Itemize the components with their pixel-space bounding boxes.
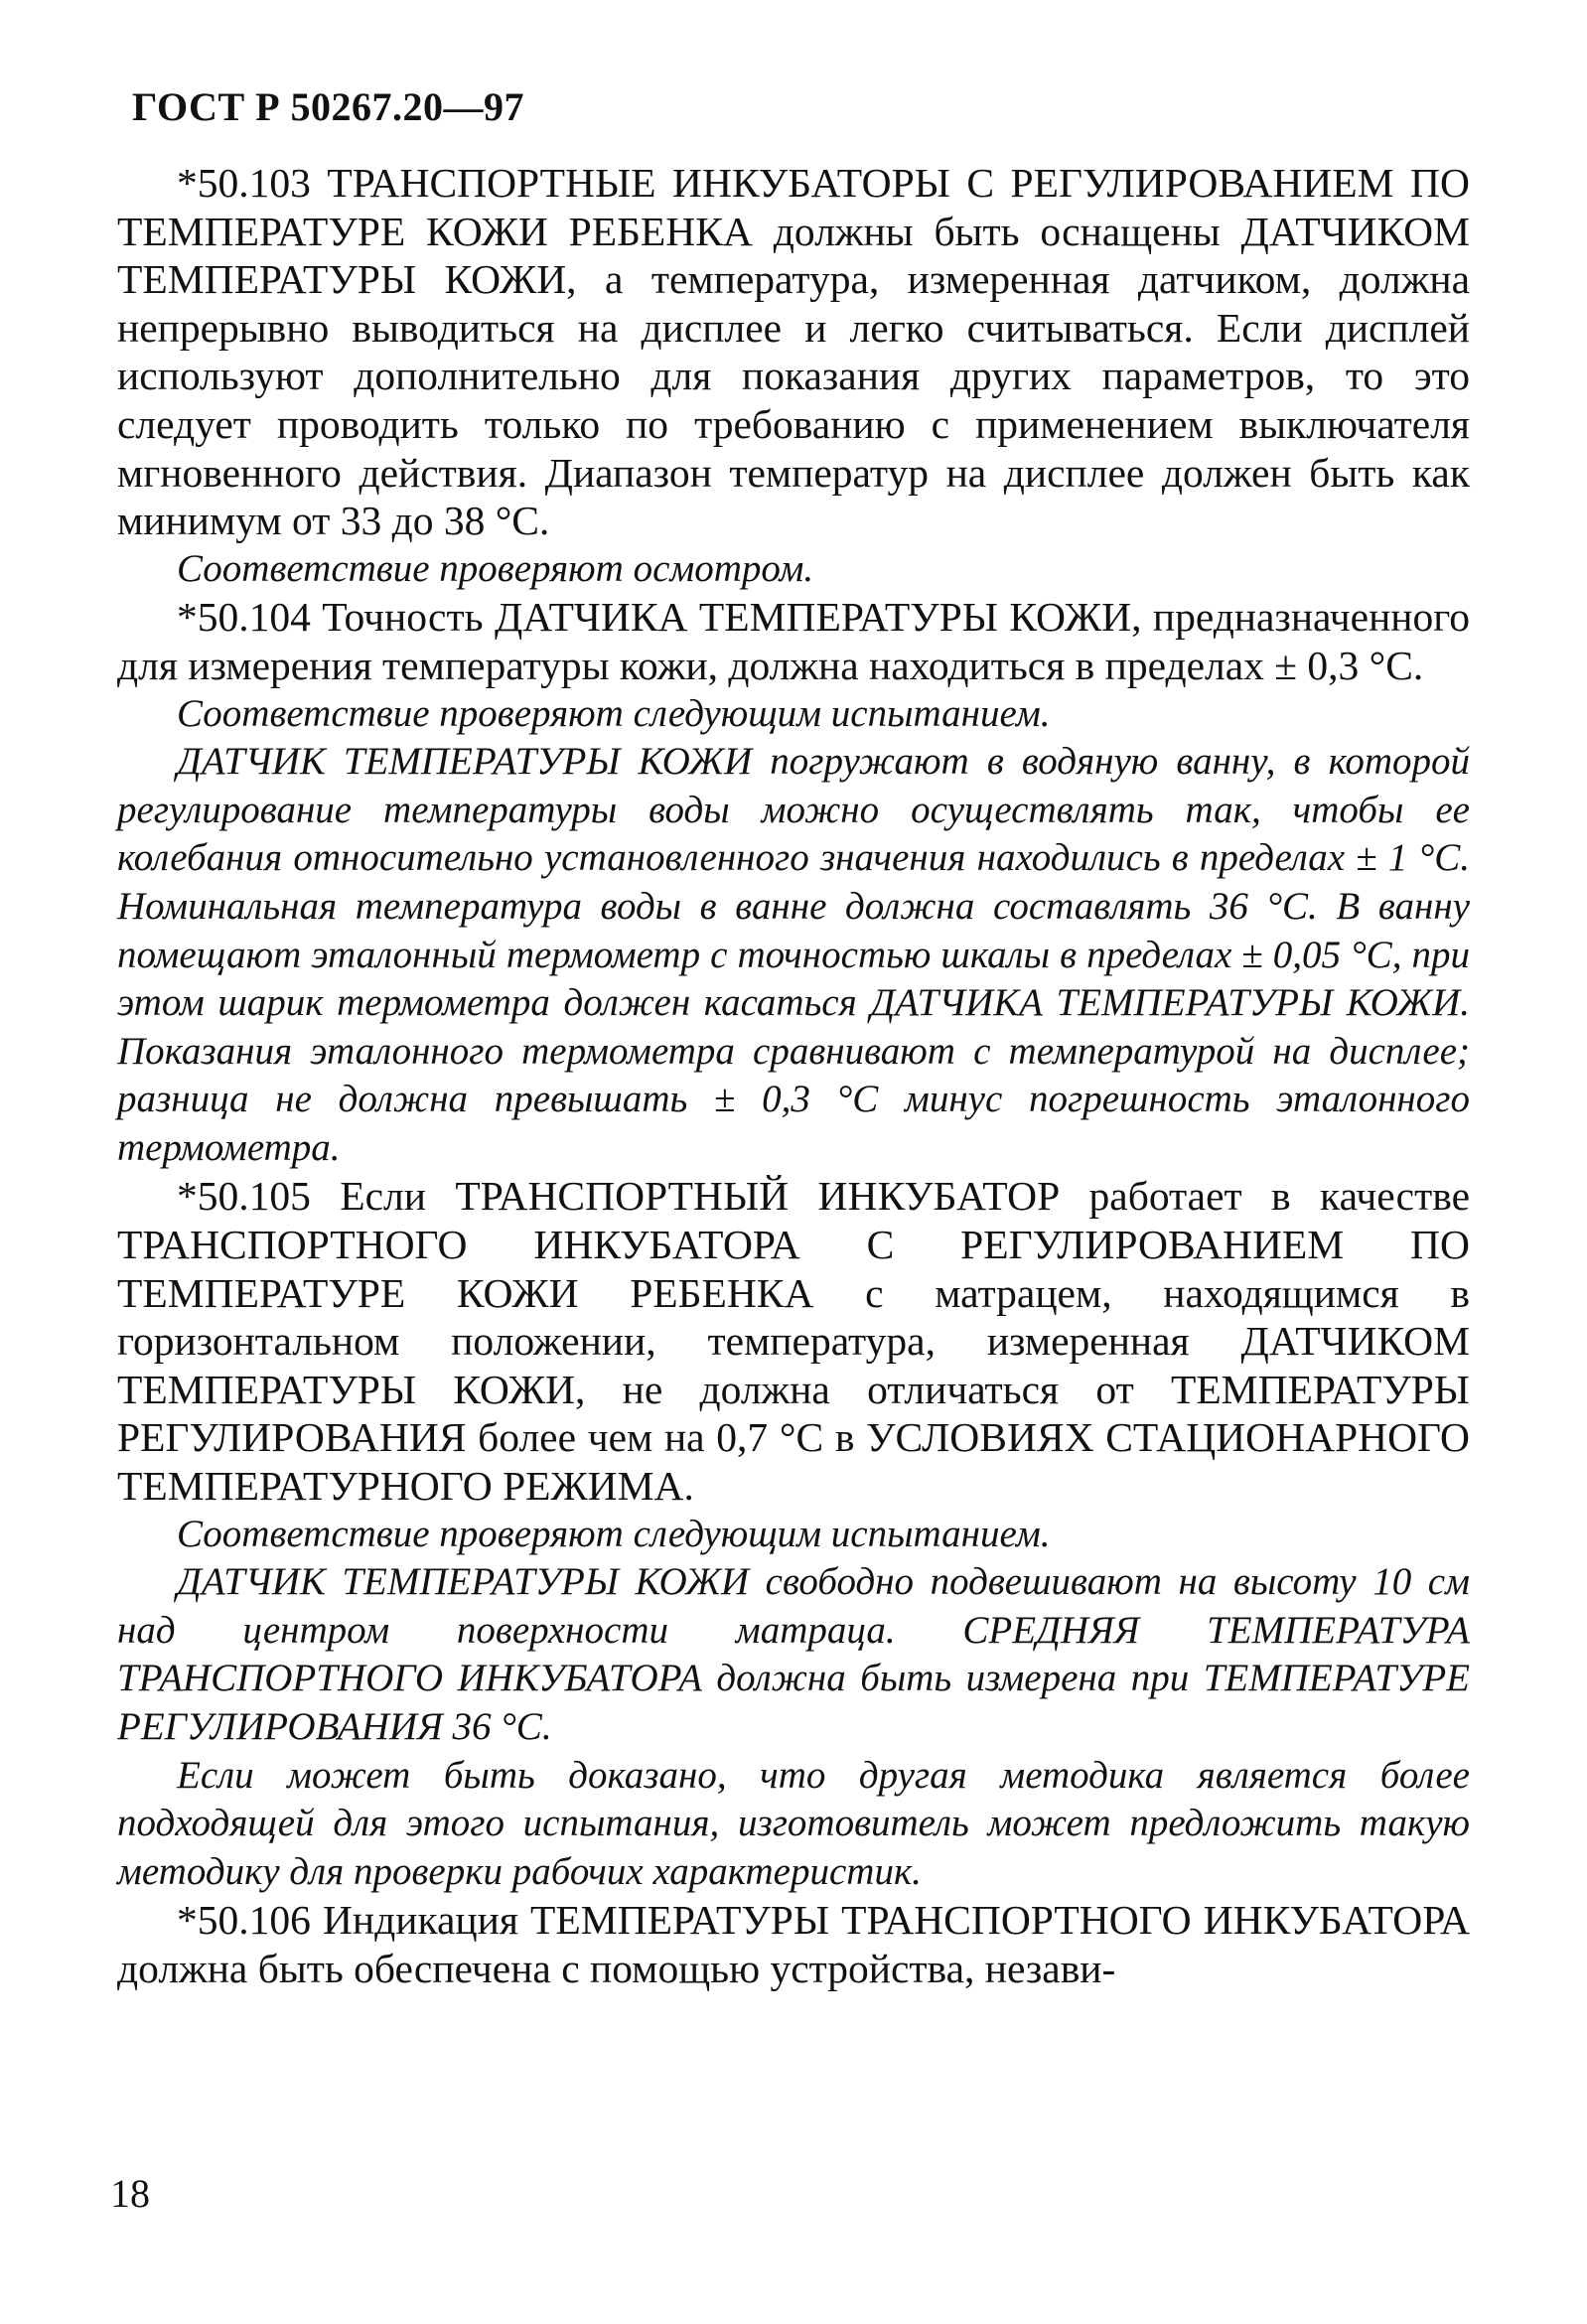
test-procedure-mattress: ДАТЧИК ТЕМПЕРАТУРЫ КОЖИ свободно подвешивают на высоту 10 см над центром поверхности матраца. СРЕДНЯЯ ТЕМПЕРАТУРА ТРАНСПОРТНОГО ИНКУБАТОРА должна быть измерена при ТЕМПЕРАТУРЕ РЕГУЛИРОВАНИЯ 36 °С. (117, 1560, 1470, 1748)
compliance-note-test: Соответствие проверяют следующим испытанием. (177, 691, 1051, 735)
document-body (117, 159, 1470, 1993)
alternative-method-note: Если может быть доказано, что другая методика является более подходящей для этого испытания, изготовитель может предложить такую методику для проверки рабочих характеристик. (117, 1753, 1470, 1893)
test-procedure-water-bath: ДАТЧИК ТЕМПЕРАТУРЫ КОЖИ погружают в водяную ванну, в которой регулирование температуры воды можно осуществлять так, чтобы ее колебания относительно установленного значения находились в пределах ± 1 °С. Номинальная температура воды в ванне должна составлять 36 °С. В ванну помещают эталонный термометр с точностью шкалы в пределах ± 0,05 °С, при этом шарик термометра должен касаться ДАТЧИКА ТЕМПЕРАТУРЫ КОЖИ. Показания эталонного термометра сравнивают с температурой на дисплее; разница не должна превышать ± 0,3 °С минус погрешность эталонного термометра. (117, 740, 1470, 1169)
page-number: 18 (110, 2171, 150, 2216)
paragraph-50-106: *50.106 Индикация ТЕМПЕРАТУРЫ ТРАНСПОРТНОГО ИНКУБАТОРА должна быть обеспечена с помощью устройства, незави- (117, 1897, 1470, 1991)
paragraph-50-105: *50.105 Если ТРАНСПОРТНЫЙ ИНКУБАТОР работает в качестве ТРАНСПОРТНОГО ИНКУБАТОРА С РЕГУЛИРОВАНИЕМ ПО ТЕМПЕРАТУРЕ КОЖИ РЕБЕНКА с матрацем, находящимся в горизонтальном положении, температура, измеренная ДАТЧИКОМ ТЕМПЕРАТУРЫ КОЖИ, не должна отличаться от ТЕМПЕРАТУРЫ РЕГУЛИРОВАНИЯ более чем на 0,7 °С в УСЛОВИЯХ СТАЦИОНАРНОГО ТЕМПЕРАТУРНОГО РЕЖИМА. (117, 1173, 1470, 1510)
compliance-note-test-2: Соответствие проверяют следующим испытанием. (177, 1512, 1051, 1555)
paragraph-50-104: *50.104 Точность ДАТЧИКА ТЕМПЕРАТУРЫ КОЖИ, предназначенного для измерения температуры кожи, должна находиться в пределах ± 0,3 °С. (117, 594, 1470, 688)
page-header-standard-id: ГОСТ Р 50267.20—97 (132, 84, 525, 129)
compliance-note-inspection: Соответствие проверяют осмотром. (177, 546, 814, 590)
paragraph-50-103: *50.103 ТРАНСПОРТНЫЕ ИНКУБАТОРЫ С РЕГУЛИРОВАНИЕМ ПО ТЕМПЕРАТУРЕ КОЖИ РЕБЕНКА должны быть оснащены ДАТЧИКОМ ТЕМПЕРАТУРЫ КОЖИ, а температура, измеренная датчиком, должна непрерывно выводиться на дисплее и легко считываться. Если дисплей используют дополнительно для показания других параметров, то это следует проводить только по требованию с применением выключателя мгновенного действия. Диапазон температур на дисплее должен быть как минимум от 33 до 38 °С. (117, 160, 1470, 544)
